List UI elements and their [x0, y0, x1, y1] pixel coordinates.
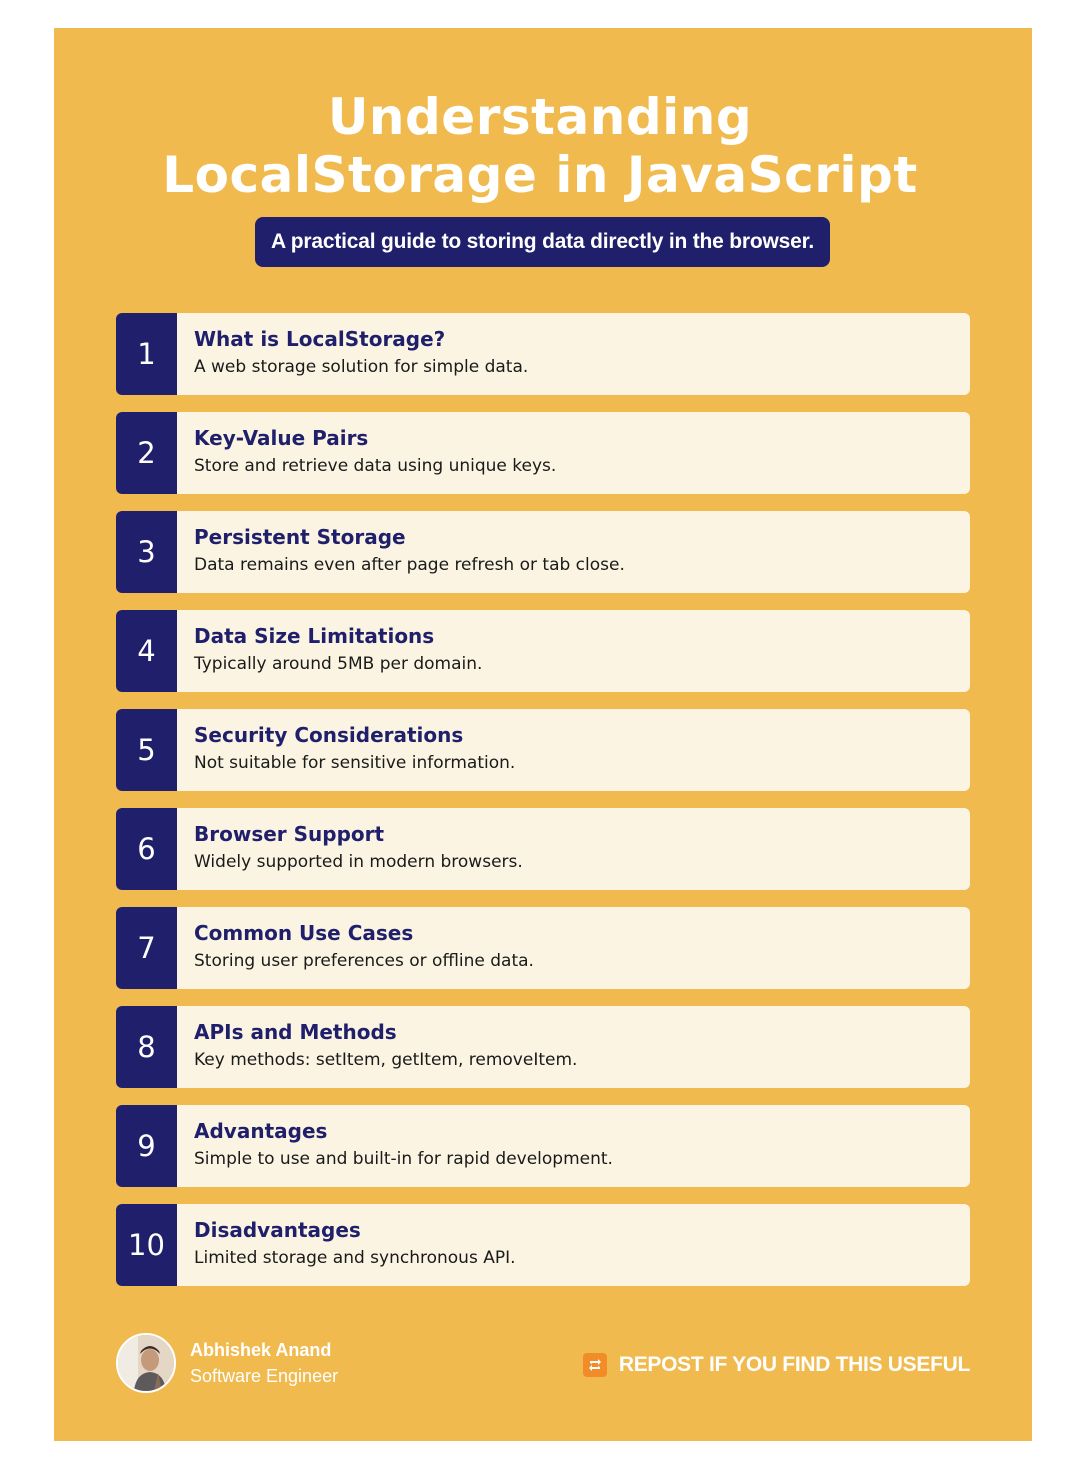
- item-number: 6: [116, 808, 177, 890]
- list-item: [116, 907, 970, 989]
- list-item: [116, 511, 970, 593]
- item-title: Key-Value Pairs: [194, 426, 369, 450]
- item-description: A web storage solution for simple data.: [194, 357, 529, 377]
- item-number: 5: [116, 709, 177, 791]
- item-description: Data remains even after page refresh or tab close.: [194, 555, 625, 575]
- repost-callout: [572, 1351, 970, 1379]
- item-title: APIs and Methods: [194, 1020, 397, 1044]
- repost-icon: [583, 1353, 607, 1377]
- subtitle-banner: A practical guide to storing data directly in the browser.: [255, 217, 830, 267]
- repost-text: REPOST IF YOU FIND THIS USEFUL: [618, 1353, 970, 1376]
- list-item: [116, 1105, 970, 1187]
- item-number: 9: [116, 1105, 177, 1187]
- item-number: 2: [116, 412, 177, 494]
- item-title: Browser Support: [194, 822, 385, 846]
- item-description: Not suitable for sensitive information.: [194, 753, 516, 773]
- item-description: Simple to use and built-in for rapid development.: [194, 1149, 613, 1169]
- item-number: 1: [116, 313, 177, 395]
- item-description: Storing user preferences or offline data.: [194, 951, 534, 971]
- item-title: Security Considerations: [194, 723, 464, 747]
- item-description: Typically around 5MB per domain.: [194, 654, 483, 674]
- item-description: Limited storage and synchronous API.: [194, 1248, 516, 1268]
- item-title: Advantages: [194, 1119, 328, 1143]
- avatar: [116, 1333, 176, 1393]
- list-item: [116, 709, 970, 791]
- list-item: [116, 313, 970, 395]
- item-number: 3: [116, 511, 177, 593]
- item-number: 7: [116, 907, 177, 989]
- item-description: Key methods: setItem, getItem, removeItem.: [194, 1050, 578, 1070]
- title-line-1: Understanding: [327, 88, 753, 146]
- list-item: [116, 1006, 970, 1088]
- item-number: 4: [116, 610, 177, 692]
- author-name: Abhishek Anand: [190, 1340, 332, 1360]
- item-title: Disadvantages: [194, 1218, 361, 1242]
- item-description: Store and retrieve data using unique keys.: [194, 456, 557, 476]
- item-title: Common Use Cases: [194, 921, 414, 945]
- item-title: Data Size Limitations: [194, 624, 435, 648]
- item-description: Widely supported in modern browsers.: [194, 852, 523, 872]
- list-item: [116, 412, 970, 494]
- author-role: Software Engineer: [190, 1366, 339, 1386]
- page-title: [0, 88, 1080, 204]
- title-line-2: LocalStorage in JavaScript: [162, 146, 918, 204]
- item-title: Persistent Storage: [194, 525, 406, 549]
- list-item: [116, 610, 970, 692]
- item-title: What is LocalStorage?: [194, 327, 446, 351]
- person-photo-icon: [118, 1335, 174, 1391]
- item-number: 8: [116, 1006, 177, 1088]
- list-item: [116, 808, 970, 890]
- list-item: [116, 1204, 970, 1286]
- author-block: [116, 1333, 338, 1393]
- item-number: 10: [116, 1204, 177, 1286]
